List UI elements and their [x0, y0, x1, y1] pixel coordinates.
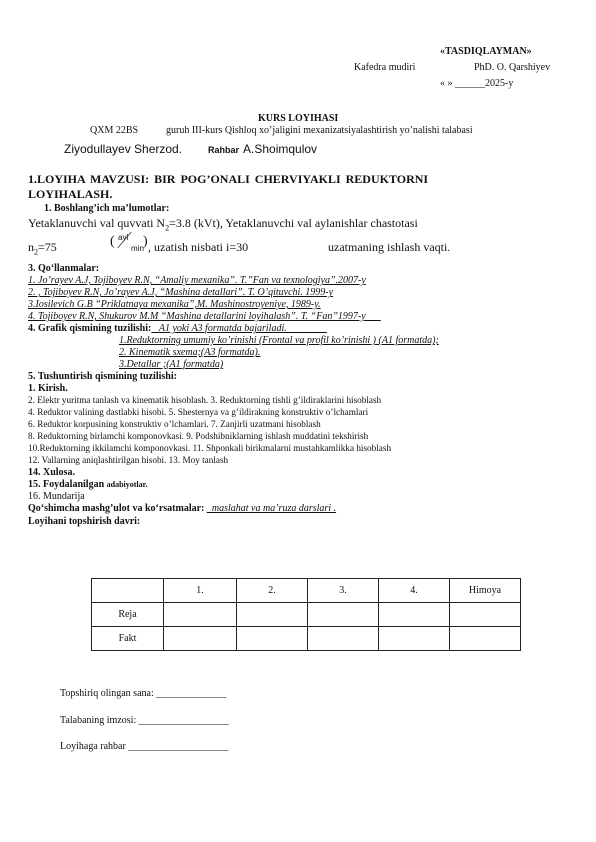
references: 15. Foydalanilgan adabiyotlar. — [28, 479, 148, 490]
explanatory-intro: 1. Kirish. — [28, 383, 68, 394]
unit-numerator: ayl — [118, 233, 129, 242]
table-header-cell: 2. — [237, 579, 308, 603]
extra-row — [28, 503, 336, 514]
table-cell[interactable] — [164, 627, 237, 651]
supervisor-signature-field[interactable]: Loyihaga rahbar ____________________ — [60, 741, 229, 752]
table-header-row — [92, 579, 521, 603]
graphics-item: 1.Reduktorning umumiy ko’rinishi (Frontal va profil ko’rinishi ) (A1 formatda); — [119, 335, 439, 346]
literature-heading: 3. Qo‘llanmalar: — [28, 263, 100, 274]
graphics-item: 3.Detallar ;(A1 formatda) — [119, 359, 224, 370]
explanatory-line: 2. Elektr yuritma tanlash va kinematik hisoblash. 3. Reduktorning tishli g’ildiraklarini hisoblash — [28, 395, 382, 405]
initial-data-line2: $n_2=75$ — [28, 240, 57, 257]
explanatory-heading: 5. Tushuntirish qismining tuzilishi: — [28, 371, 177, 382]
explanatory-line: 8. Reduktorning birlamchi komponovkasi. 9. Podshibniklarning ishlash muddatini tekshirish — [28, 431, 369, 441]
project-topic-line2: LOYIHALASH. — [28, 187, 113, 201]
table-header-cell: 4. — [379, 579, 450, 603]
working-time: uzatmaning ishlash vaqti. — [328, 240, 451, 254]
table-row — [92, 603, 521, 627]
explanatory-line: 4. Reduktor valining dastlabki hisobi. 5. Shesternya va g’ildirakning konstruktiv o’lchamlari — [28, 407, 369, 417]
graphics-heading: 4. Grafik qismining tuzilishi: — [28, 323, 152, 334]
literature-item: 3.Iosilevich G.B “Priklatnaya mexanika”,M. Mashinostroyeniye, 1989-y. — [28, 299, 321, 310]
page-title: KURS LOYIHASI — [258, 113, 339, 124]
conclusion: 14. Xulosa. — [28, 467, 75, 478]
explanatory-line: 6. Reduktor korpusining konstruktiv o’lchamlari. 7. Zanjirli uzatmani hisoblash — [28, 419, 321, 429]
initial-data-heading: 1. Boshlang’ich ma’lumotlar: — [44, 203, 170, 214]
course-line: guruh III-kurs Qishloq xo’jaligini mexanizatsiyalashtirish yo’nalishi talabasi — [166, 125, 473, 136]
unit-denominator: min — [131, 244, 144, 253]
table-cell[interactable] — [450, 627, 521, 651]
gear-ratio: , uzatish nisbati i=30 — [148, 240, 249, 254]
unit-paren-open: ( — [110, 234, 115, 249]
explanatory-line: 10.Reduktorning ikkilamchi komponovkasi. 11. Shponkali birikmalarni mustahkamlikka hisoblash — [28, 443, 392, 453]
table-row — [92, 627, 521, 651]
department-head-name: PhD. O. Qarshiyev — [474, 62, 551, 73]
table-cell[interactable] — [308, 603, 379, 627]
initial-data-line1: Yetaklanuvchi val quvvati $N_2=3.8$ (kVt), Yetaklanuvchi val aylanishlar chastotasi — [28, 216, 418, 233]
graphics-item: 2. Kinematik sxema;(A3 formatda). — [119, 347, 261, 358]
unit-paren-close: ) — [143, 234, 148, 249]
approval-title: «TASDIQLAYMAN» — [440, 46, 532, 57]
literature-item: 1. Jo’rayev A.J, Tojiboyev R.N, “Amaliy mexanika”. T.”Fan va texnologiya”.2007-y — [28, 275, 366, 286]
received-date-field[interactable]: Topshiriq olingan sana: ______________ — [60, 688, 227, 699]
student-name: Ziyodullayev Sherzod. — [64, 142, 183, 156]
literature-item: 2. , Tojiboyev R.N, Jo’rayev A.J, “Mashina detallari”. T. O’qituvchi. 1999-y — [28, 287, 334, 298]
table-cell[interactable] — [379, 603, 450, 627]
graphics-format: _A1 yoki A3 formatda bajariladi.________ — [151, 323, 327, 334]
table-cell[interactable] — [237, 603, 308, 627]
table-header-cell: Himoya — [450, 579, 521, 603]
schedule-table — [91, 578, 521, 651]
row-label: Fakt — [92, 627, 164, 651]
row-label: Reja — [92, 603, 164, 627]
explanatory-line: 12. Vallarning aniqlashtirilgan hisobi. 13. Moy tanlash — [28, 455, 229, 465]
table-cell[interactable] — [308, 627, 379, 651]
project-topic-line1: 1.LOYIHA MAVZUSI: BIR POG’ONALI CHERVIYAKLI REDUKTORNI — [28, 172, 429, 186]
table-cell[interactable] — [450, 603, 521, 627]
table-cell[interactable] — [164, 603, 237, 627]
approval-date: « » ______2025-y — [440, 78, 514, 89]
student-signature-field[interactable]: Talabaning imzosi: __________________ — [60, 715, 229, 726]
graphics-row — [28, 323, 327, 334]
table-cell[interactable] — [237, 627, 308, 651]
group-code: QXM 22BS — [90, 125, 139, 136]
table-cell[interactable] — [379, 627, 450, 651]
table-header-cell: 1. — [164, 579, 237, 603]
table-header-cell: 3. — [308, 579, 379, 603]
supervisor-label: Rahbar — [208, 145, 240, 155]
literature-item: 4. Tojiboyev R.N, Shukurov M.M “Mashina detallarini loyihalash”. T. “Fan”1997-y___ — [28, 311, 381, 322]
extra-label: Qo‘shimcha mashg’ulot va ko‘rsatmalar: — [28, 503, 205, 514]
extra-value: _maslahat va ma’ruza darslari . — [206, 503, 337, 514]
supervisor-name: A.Shoimqulov — [243, 142, 318, 156]
schedule-heading: Loyihani topshirish davri: — [28, 516, 141, 527]
contents: 16. Mundarija — [28, 491, 85, 502]
table-header-cell — [92, 579, 164, 603]
department-head-label: Kafedra mudiri — [354, 62, 416, 73]
